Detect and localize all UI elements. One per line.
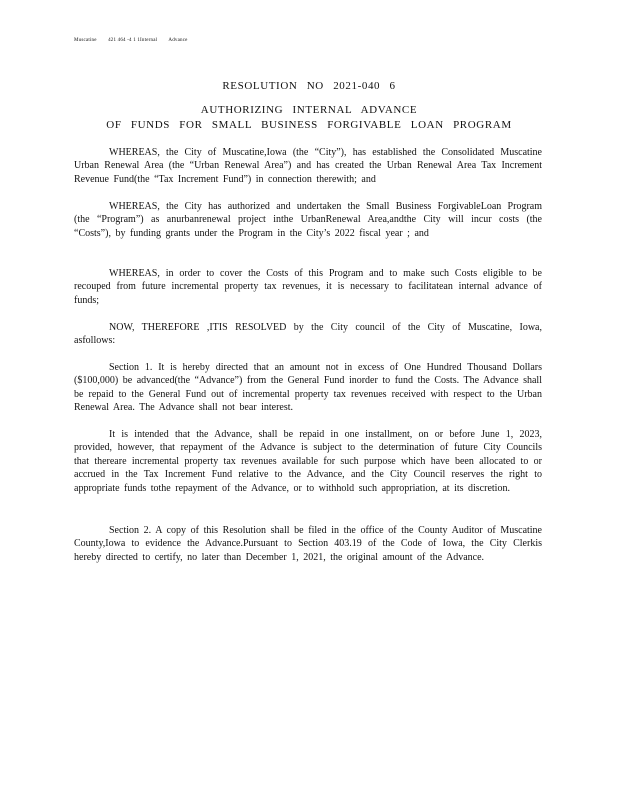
resolution-title-line-2: OF FUNDS FOR SMALL BUSINESS FORGIVABLE LOAN PROGRAM [106, 119, 512, 131]
header-label: Advance [168, 38, 188, 43]
resolution-number: RESOLUTION NO 2021-040 6 [222, 80, 396, 92]
header-doc-code: 421 464 -4 1 1Internal [108, 38, 158, 43]
resolved-paragraph: NOW, THEREFORE ,ITIS RESOLVED by the City council of the City of Muscatine, Iowa, asfollows: [74, 322, 542, 347]
resolution-title-line-1: AUTHORIZING INTERNAL ADVANCE [200, 104, 418, 116]
whereas-paragraph-2: WHEREAS, the City has authorized and undertaken the Small Business ForgivableLoan Program (the “Program”) as anurbanrenewal project inthe UrbanRenewal Area,andthe City will incur costs (the “Costs”), by funding grants under the Program in the City’s 2022 fiscal year ; and [74, 201, 542, 239]
repayment-paragraph: It is intended that the Advance, shall be repaid in one installment, on or before June 1, 2023, provided, however, that repayment of the Advance is subject to the determination of future City Councils that thereare incremental property tax revenues available for such purpose which have been allocated to or accrued in the Tax Increment Fund relative to the Advance, and the City Council reserves the right to appropriate funds tothe repayment of the Advance, or to withhold such appropriation, at its discretion. [74, 429, 542, 494]
whereas-paragraph-1: WHEREAS, the City of Muscatine,Iowa (the “City”), has established the Consolidated Muscatine Urban Renewal Area (the “Urban Renewal Area”) and has created the Urban Renewal Area Tax Increment Revenue Fund(the “Tax Increment Fund”) in connection therewith; and [74, 147, 542, 185]
header-city: Muscatine [74, 38, 97, 43]
running-header [74, 38, 198, 43]
section-1-paragraph: Section 1. It is hereby directed that an amount not in excess of One Hundred Thousand Dollars ($100,000) be advanced(the “Advance”) from the General Fund inorder to fund the Costs. The Advance shall be repaid to the General Fund out of incremental property tax revenues received with respect to the Urban Renewal Area. The Advance shall not bear interest. [74, 362, 542, 414]
whereas-paragraph-3: WHEREAS, in order to cover the Costs of this Program and to make such Costs eligible to be recouped from future incremental property tax revenues, it is necessary to facilitatean internal advance of funds; [74, 268, 542, 306]
section-2-paragraph: Section 2. A copy of this Resolution shall be filed in the office of the County Auditor of Muscatine County,Iowa to evidence the Advance.Pursuant to Section 403.19 of the Code of Iowa, the City Clerkis hereby directed to certify, no later than December 1, 2021, the original amount of the Advance. [74, 525, 542, 563]
